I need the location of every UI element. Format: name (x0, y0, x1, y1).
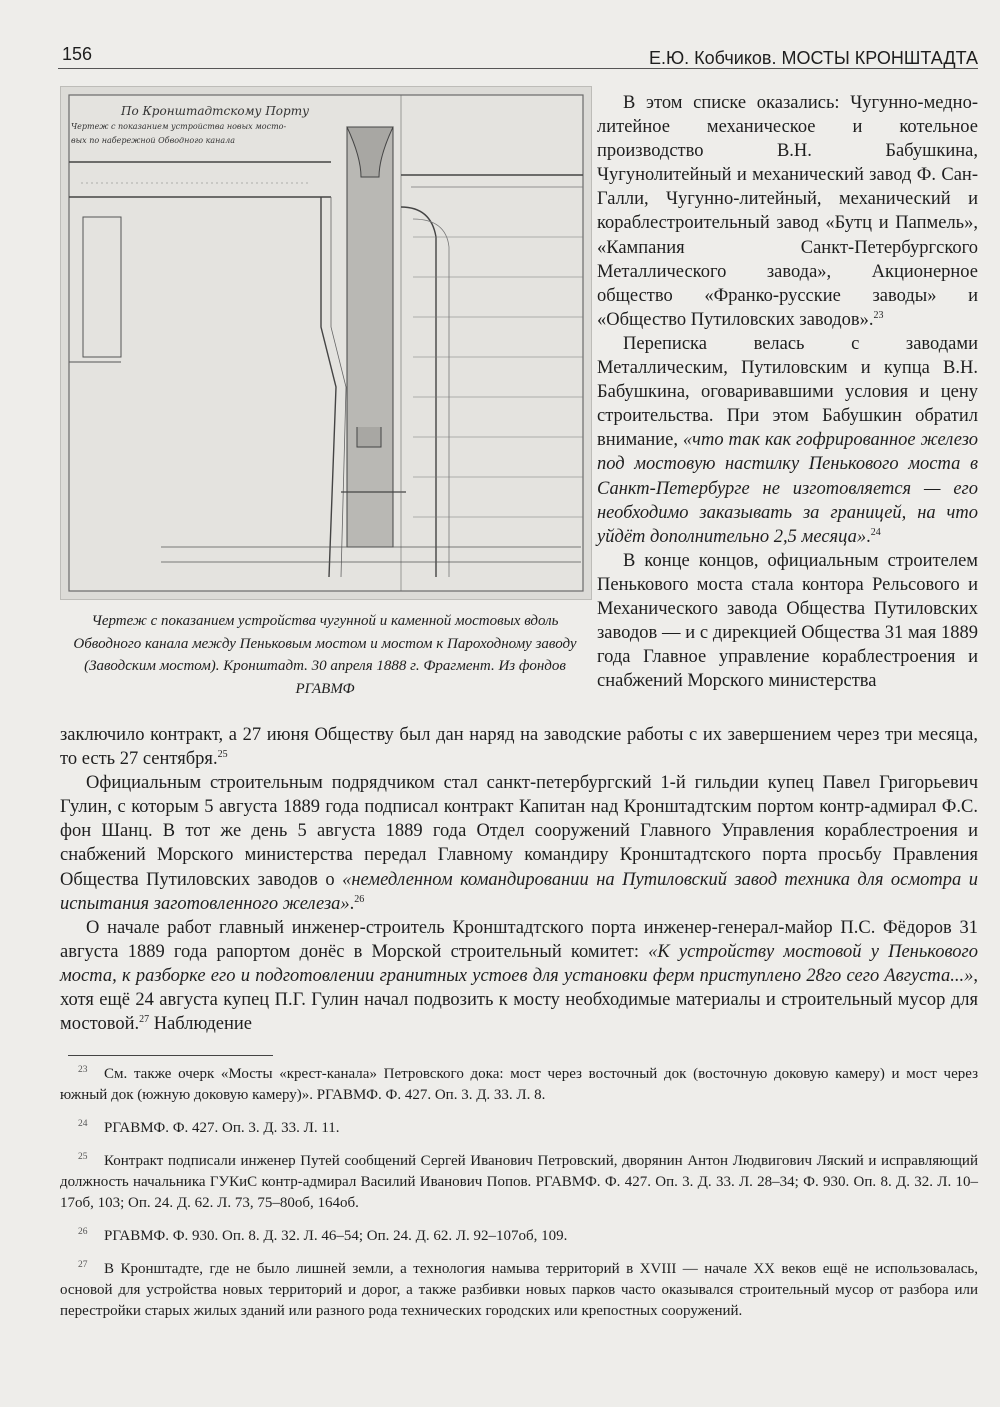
footnote-ref-27: 27 (139, 1013, 150, 1025)
drawing-title-line-1: По Кронштадтскому Порту (121, 104, 310, 118)
paragraph-text: , хотя ещё 24 августа купец П.Г. Гулин начал подвозить к мосту необходимые материалы и строительный мусор для мостовой. (60, 965, 978, 1035)
footnote-23: 23 См. также очерк «Мосты «крест-канала» Петровского дока: мост через восточный док (восточную доковую камеру) и мост через южный док (южную доковую камеру)». РГАВМФ. Ф. 427. Оп. 3. Д. 33. Л. 8. (60, 1065, 978, 1103)
paragraph-contract-continuation (60, 723, 978, 771)
right-column-text (597, 91, 978, 693)
footnote-27: 27 В Кронштадте, где не было лишней земли, а технология намыва территорий в XVIII — начале XX веков ещё не использовалась, основой для устройства новых территорий и дорог, а также разбивки новых парков часто оказывался строительный мусор от разбора или перестройки старых жилых зданий или разного рода технических городских или крепостных сооружений. (60, 1260, 978, 1319)
footnote-text: См. также очерк «Мосты «крест-канала» Петровского дока: мост через восточный док (восточную доковую камеру) и мост через южный док (южную доковую камеру)». РГАВМФ. Ф. 427. Оп. 3. Д. 33. Л. 8. (60, 1066, 978, 1103)
full-width-text (60, 723, 978, 1036)
running-title: Е.Ю. Кобчиков. МОСТЫ КРОНШТАДТА (648, 48, 978, 68)
footnote-separator (68, 1055, 273, 1056)
archival-drawing-figure (60, 86, 592, 600)
footnote-text: РГАВМФ. Ф. 427. Оп. 3. Д. 33. Л. 11. (104, 1120, 340, 1136)
paragraph-text: О начале работ главный инженер-строитель Кронштадтского порта инженер-генерал-майор П.С. Фёдоров 31 августа 1889 года рапортом донёс в Морской строительный комитет: (60, 917, 978, 962)
drawing-title-line-2: Чертеж с показанием устройства новых мосто- (71, 122, 287, 131)
paragraph-start-of-works (60, 916, 978, 1036)
paragraph-text-end: Наблюдение (149, 1014, 253, 1035)
footnote-ref-23: 23 (873, 309, 884, 321)
paragraph-contractor-gulin (60, 771, 978, 916)
footnote-text: Контракт подписали инженер Путей сообщений Сергей Иванович Петровский, дворянин Антон Людвигович Ляский и исправляющий должность начальника ГУКиС контр-адмирал Василий Иванович Попов. РГАВМФ. Ф. 427. Оп. 3. Д. 33. Л. 28–34; Ф. 930. Оп. 8. Д. 32. Л. 10–17об, 103; Оп. 24. Д. 62. Л. 73, 75–80об, 164об. (60, 1153, 978, 1211)
footnote-25: 25 Контракт подписали инженер Путей сообщений Сергей Иванович Петровский, дворянин Антон Людвигович Ляский и исправляющий должность начальника ГУКиС контр-адмирал Василий Иванович Попов. РГАВМФ. Ф. 427. Оп. 3. Д. 33. Л. 28–34; Ф. 930. Оп. 8. Д. 32. Л. 10–17об, 103; Оп. 24. Д. 62. Л. 73, 75–80об, 164об. (60, 1152, 978, 1211)
paragraph-text-end: . (866, 526, 871, 547)
paragraph-factories-list (597, 91, 978, 332)
footnote-ref-26: 26 (354, 893, 365, 905)
footnotes (60, 1064, 978, 1334)
footnote-text: В Кронштадте, где не было лишней земли, а технология намыва территорий в XVIII — начале XX веков ещё не использовалась, основой для устройства новых территорий и дорог, а также разбивки новых парков часто оказывался строительный мусор от разбора или перестройки старых жилых зданий или разного рода технических городских или крепостных сооружений. (60, 1261, 978, 1319)
header-rule (58, 68, 978, 69)
canal-drawing (61, 87, 591, 599)
quote-babushkin: «что так как гофрированное железо под мостовую настилку Пенькового моста в Санкт-Петербурге не изготовляется — его необходимо заказывать за границей, на что уйдёт дополнительно 2,5 месяца» (597, 430, 978, 547)
figure-caption-text: Чертеж с показанием устройства чугунной и каменной мостовых вдоль Обводного канала между Пеньковым мостом и мостом к Пароходному заводу (Заводским мостом). Кронштадт. 30 апреля 1888 г. Фрагмент. Из фондов РГАВМФ (73, 613, 577, 697)
paragraph-official-builder (597, 549, 978, 694)
footnote-ref-25: 25 (217, 748, 228, 760)
quote-putilov-request: «немедленном командировании на Путиловский завод техника для осмотра и испытания заготовленного железа» (60, 869, 978, 914)
paragraph-text: В этом списке оказались: Чугунно-медно-литейное механическое и котельное производство В.Н. Бабушкина, Чугунолитейный и механический завод Ф. Сан-Галли, Чугунно-литейный, механический и кораблестроительный завод «Бутц и Папмель», «Кампания Санкт-Петербургского Металлического завода», Акционерное общество «Франко-русские заводы» и «Общество Путиловских заводов». (597, 93, 978, 330)
footnote-24: 24 РГАВМФ. Ф. 427. Оп. 3. Д. 33. Л. 11. (78, 1119, 340, 1136)
page-number: 156 (62, 44, 93, 64)
footnote-text: РГАВМФ. Ф. 930. Оп. 8. Д. 32. Л. 46–54; Оп. 24. Д. 62. Л. 92–107об, 109. (104, 1228, 568, 1244)
footnote-ref-24: 24 (870, 526, 881, 538)
paragraph-text: заключило контракт, а 27 июня Обществу был дан наряд на заводские работы с их завершением через три месяца, то есть 27 сентября. (60, 725, 978, 770)
paragraph-text: В конце концов, официальным строителем Пенькового моста стала контора Рельсового и Механического завода Общества Путиловских заводов — и с дирекцией Общества 31 мая 1889 года Главное управление кораблестроения и снабжений Морского министерства (597, 550, 978, 692)
paragraph-correspondence (597, 332, 978, 549)
paragraph-text-end: . (349, 893, 355, 914)
quote-fedorov-report: «К устройству мостовой у Пенькового моста, к разборке его и подготовлении гранитных устоев для установки ферм приступлено 28го сего Августа...» (60, 941, 978, 986)
figure-caption (62, 610, 588, 700)
paragraph-text: Официальным строительным подрядчиком стал санкт-петербургский 1-й гильдии купец Павел Григорьевич Гулин, с которым 5 августа 1889 года подписал контракт Капитан над Кронштадтским портом контр-адмирал Ф.С. фон Шанц. В тот же день 5 августа 1889 года Отдел сооружений Главного Управления кораблестроения и снабжений Морского министерства передал Главному командиру Кронштадтского порта просьбу Правления Общества Путиловских заводов о (60, 773, 978, 890)
drawing-title-line-3: вых по набережной Обводного канала (71, 136, 236, 145)
paragraph-text: Переписка велась с заводами Металлическим, Путиловским и купца В.Н. Бабушкина, оговаривавшими условия и цену строительства. При этом Бабушкин обратил внимание, (597, 333, 978, 451)
footnote-26: 26 РГАВМФ. Ф. 930. Оп. 8. Д. 32. Л. 46–54; Оп. 24. Д. 62. Л. 92–107об, 109. (78, 1227, 568, 1244)
